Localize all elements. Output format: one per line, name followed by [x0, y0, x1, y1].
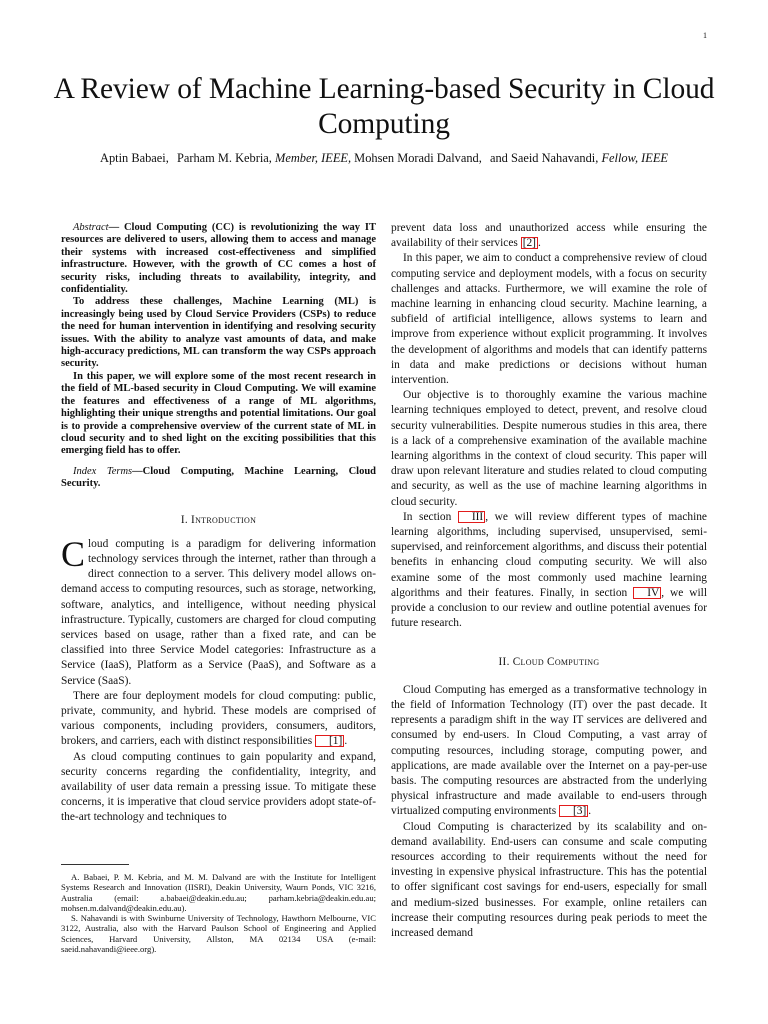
- footnotes: [61, 872, 376, 954]
- page-number: 1: [703, 31, 707, 40]
- abstract-dash: —: [108, 222, 124, 233]
- body-text: .: [344, 735, 348, 748]
- body-paragraph: [61, 689, 376, 750]
- section-heading-cloud-computing: II. Cloud Computing: [498, 656, 600, 669]
- body-text: prevent data loss and unauthorized access while ensuring the availability of their services: [391, 222, 707, 250]
- body-paragraph: [391, 683, 707, 820]
- author-affiliation-role: Fellow, IEEE: [601, 151, 668, 165]
- body-text: , we will review different types of machine learning algorithms, including supervised, unsupervised, semi-supervised, and reinforcement algorithms, and discuss their potential benefits in enhancing cloud computing security. We will also examine some of the most commonly used machine learning algorithms and their features. Finally, in section: [391, 510, 707, 599]
- left-column: [61, 222, 376, 826]
- paper-title: A Review of Machine Learning-based Security in Cloud Computing: [53, 73, 715, 140]
- citation-link[interactable]: [3]: [559, 805, 588, 817]
- abstract-paragraph: In this paper, we will explore some of the most recent research in the field of ML-based security in Cloud Computing. We will examine the features and effectiveness of a range of ML algorithms, highlighting their unique strengths and potential limitations. Our goal is to provide a comprehensive overview of the current state of ML in cloud security and to shed light on the exciting possibilities that this emerging field has to offer.: [61, 370, 376, 457]
- author-affiliation-role: Member, IEEE,: [275, 151, 352, 165]
- right-column: [391, 221, 707, 941]
- abstract-paragraph: To address these challenges, Machine Learning (ML) is increasingly being used by Cloud Service Providers (CSPs) to reduce the need for human intervention in identifying and resolving security issues. With the ability to analyze vast amounts of data, and make high-accuracy predictions, ML can transform the way CSPs approach security.: [61, 296, 376, 370]
- footnote: A. Babaei, P. M. Kebria, and M. M. Dalvand are with the Institute for Intelligent Systems Research and Innovation (IISRI), Deakin University, Waurn Ponds, VIC 3216, Australia (email: a.babaei@deakin.edu.au; parham.kebria@deakin.edu.au; mohsen.m.dalvand@deakin.edu.au).: [61, 872, 376, 913]
- section-reference-link[interactable]: III: [458, 511, 485, 523]
- index-terms-text: —Cloud Computing, Machine Learning, Cloud Security.: [61, 465, 377, 490]
- body-text: loud computing is a paradigm for delivering information technology services through the internet, rather than through a direct connection to a server. This delivery model allows on-demand access to computing resources, such as storage, networking, software, analytics, and intelligence, without needing physical infrastructure. Typically, customers are charged for cloud computing services based on usage, rather than a fixed rate, and can be classified into three Service Model categories: Infrastructure as a Service (IaaS), Platform as a Service (PaaS), and Software as a Service (SaaS).: [61, 537, 376, 687]
- section-reference-link[interactable]: IV: [633, 587, 661, 599]
- drop-cap: C: [61, 533, 86, 574]
- body-text: Cloud Computing has emerged as a transformative technology in the field of Information Technology (IT) over the past decade. It represents a paradigm shift in the way IT services are delivered and consumed by end-users. In Cloud Computing, a vast array of computing resources, including storage, computing power, and applications, are made available over the Internet on a pay-per-use basis. The computing resources are abstracted from the underlying physical infrastructure and made available to end-users through virtualized computing environments: [391, 683, 707, 818]
- abstract: [61, 222, 376, 458]
- abstract-label: Abstract: [73, 222, 109, 233]
- author-list: [20, 150, 748, 166]
- body-text: .: [588, 805, 592, 818]
- author-name: Mohsen Moradi Dalvand,: [354, 151, 482, 165]
- index-terms-label: Index Terms: [73, 465, 133, 477]
- footnote-divider: [61, 864, 129, 865]
- body-paragraph: [391, 221, 707, 251]
- body-paragraph: As cloud computing continues to gain popularity and expand, security concerns regarding the confidentiality, integrity, and availability of user data remain a pressing issue. To mitigate these concerns, it is imperative that cloud service providers adopt state-of-the-art technology and techniques to: [61, 750, 376, 824]
- citation-link[interactable]: [1]: [315, 735, 344, 747]
- body-text: In section: [403, 510, 458, 523]
- index-terms: [61, 466, 376, 491]
- author-name: Parham M. Kebria,: [176, 151, 272, 165]
- body-paragraph: Our objective is to thoroughly examine the various machine learning techniques employed to detect, prevent, and resolve cloud security vulnerabilities. Despite numerous studies in this area, there is a lack of a comprehensive examination of the available machine learning algorithms in the context of cloud security. This paper will draw upon relevant literature and studies related to cloud computing and security, as well as the use of machine learning algorithms in cloud security.: [391, 389, 707, 508]
- body-paragraph: In this paper, we aim to conduct a comprehensive review of cloud computing service and deployment models, with a focus on security challenges and attacks. Furthermore, we will examine the role of machine learning in enhancing cloud security. Machine learning, a subfield of artificial intelligence, allows systems to learn and improve from experience without explicit programming. It involves the development of algorithms and models that can identify patterns in data and make predictions or decisions without human intervention.: [391, 252, 707, 387]
- body-paragraph: [391, 510, 707, 632]
- body-text: There are four deployment models for cloud computing: public, private, community, and hybrid. These models are comprised of various components, including providers, consumers, auditors, brokers, and carriers, each with distinct responsibilities: [61, 689, 376, 748]
- body-text: .: [537, 237, 541, 250]
- author-name: Aptin Babaei,: [100, 151, 169, 165]
- body-paragraph: [61, 533, 376, 689]
- author-name: and Saeid Nahavandi,: [489, 151, 599, 165]
- section-heading-introduction: I. Introduction: [180, 513, 257, 526]
- body-paragraph: Cloud Computing is characterized by its scalability and on-demand availability. End-users can consume and scale computing resources according to their requirements without the need for investing in expensive physical infrastructure. This has the potential to offer significant cost savings for end-users, especially for small and medium-sized businesses. For example, online retailers can increase their computing resources during peak periods to meet the increased demand: [391, 820, 707, 939]
- abstract-text: Cloud Computing (CC) is revolutionizing the way IT resources are delivered to users, allowing them to access and manage their systems with increased cost-effectiveness and simplified infrastructure. However, with the growth of CC comes a host of security risks, including threats to availability, integrity, and confidentiality.: [61, 222, 377, 296]
- body-text: , we will provide a conclusion to our review and outline potential avenues for future research.: [391, 586, 707, 630]
- abstract-paragraph: [61, 222, 376, 296]
- citation-link[interactable]: [2]: [522, 237, 536, 250]
- footnote: S. Nahavandi is with Swinburne University of Technology, Hawthorn Melbourne, VIC 3122, Australia, also with the Harvard Paulson School of Engineering and Applied Sciences, Harvard University, Allston, MA 02134 USA (e-mail: saeid.nahavandi@ieee.org).: [61, 913, 376, 955]
